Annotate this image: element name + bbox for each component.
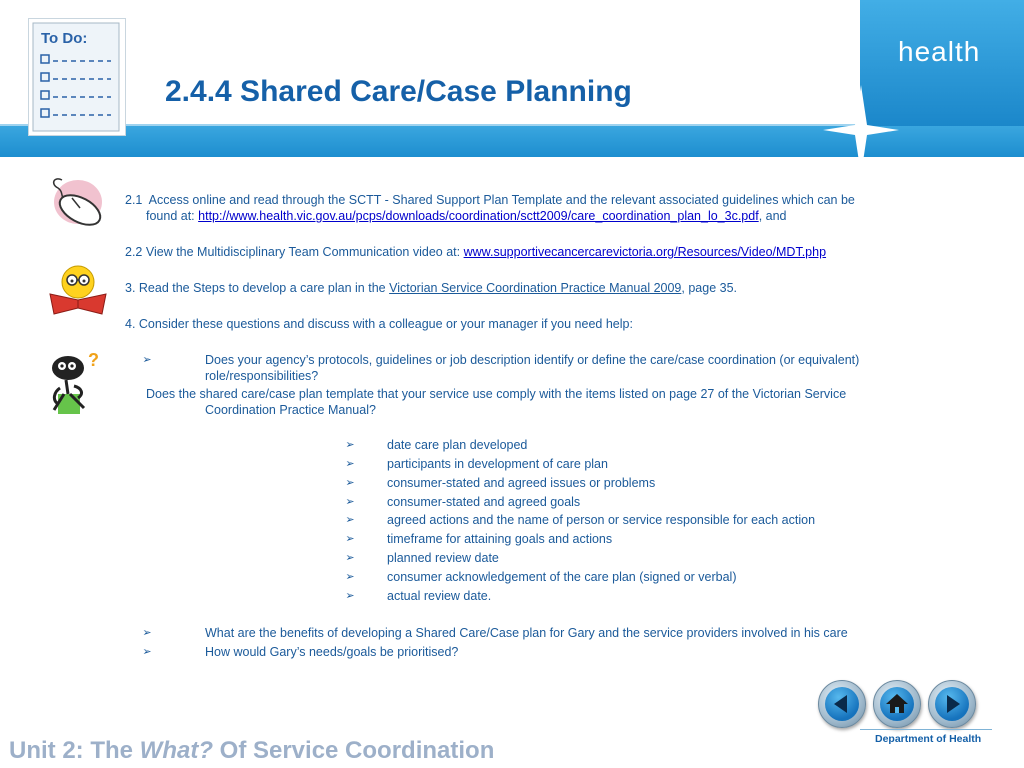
- item-3-after: , page 35.: [681, 281, 737, 295]
- list-item: consumer-stated and agreed issues or problems: [387, 476, 656, 490]
- item-2-2-text: 2.2 View the Multidisciplinary Team Communication video at:: [125, 245, 461, 259]
- footer-suffix: Of Service Coordination: [212, 737, 495, 764]
- bullet-arrow-icon: ➢: [345, 533, 355, 545]
- item-4: 4. Consider these questions and discuss with a colleague or your manager if you need help:: [125, 317, 633, 331]
- bullet-arrow-icon: ➢: [345, 439, 355, 451]
- bullet-arrow-icon: ➢: [345, 552, 355, 564]
- bullet-arrow-icon: ➢: [345, 458, 355, 470]
- back-button[interactable]: [818, 680, 866, 728]
- bullet-arrow-icon: ➢: [142, 646, 152, 658]
- question-2-line-2: Coordination Practice Manual?: [205, 403, 376, 417]
- bullet-arrow-icon: ➢: [142, 627, 152, 639]
- dept-divider: [860, 729, 992, 730]
- item-3-text: 3. Read the Steps to develop a care plan in the: [125, 281, 386, 295]
- forward-arrow-icon: [935, 687, 969, 721]
- list-item: agreed actions and the name of person or service responsible for each action: [387, 513, 816, 527]
- page-title: 2.4.4 Shared Care/Case Planning: [165, 75, 632, 108]
- list-item: actual review date.: [387, 589, 492, 603]
- bullet-arrow-icon: ➢: [345, 477, 355, 489]
- todo-label: To Do:: [41, 30, 88, 47]
- list-item: consumer acknowledgement of the care plan (signed or verbal): [387, 570, 737, 584]
- footer-unit-title: [9, 737, 494, 765]
- item-2-2: [125, 244, 985, 260]
- practice-manual-link[interactable]: Victorian Service Coordination Practice Manual 2009: [389, 281, 682, 295]
- item-2-1-continued: [146, 208, 986, 224]
- list-item: timeframe for attaining goals and actions: [387, 532, 613, 546]
- item-2-1-after: , and: [758, 209, 787, 223]
- question-1-line-1: Does your agency’s protocols, guidelines or job description identify or define the care/case coordination (or equivalent): [205, 353, 860, 367]
- item-2-1-found-label: found at:: [146, 209, 195, 223]
- bullet-arrow-icon: ➢: [345, 590, 355, 602]
- footer-prefix: Unit 2: The: [9, 737, 140, 764]
- item-2-1-text: Access online and read through the SCTT - Shared Support Plan Template and the relevant associated guidelines which can be: [148, 193, 855, 207]
- item-2-1-number: 2.1: [125, 193, 143, 207]
- question-1-line-2: role/responsibilities?: [205, 369, 319, 383]
- question-4: How would Gary’s needs/goals be prioritised?: [205, 645, 459, 659]
- brand-logo: health: [898, 36, 981, 67]
- plan-template-link[interactable]: http://www.health.vic.gov.au/pcps/downloads/coordination/sctt2009/care_coordination_plan_lo_3c.pdf: [198, 209, 759, 223]
- bullet-arrow-icon: ➢: [345, 571, 355, 583]
- bullet-arrow-icon: ➢: [142, 354, 152, 366]
- home-button[interactable]: [873, 680, 921, 728]
- item-3: [125, 280, 985, 296]
- footer-emphasis: What?: [139, 737, 213, 764]
- bullet-arrow-icon: ➢: [345, 514, 355, 526]
- svg-text:?: ?: [88, 350, 99, 370]
- question-2-line-1: Does the shared care/case plan template that your service use comply with the items listed on page 27 of the Victorian Service: [146, 387, 847, 401]
- item-2-1: [125, 192, 985, 208]
- mdt-video-link[interactable]: www.supportivecancercarevictoria.org/Resources/Video/MDT.php: [463, 245, 827, 259]
- question-3: What are the benefits of developing a Shared Care/Case plan for Gary and the service providers involved in his care: [205, 626, 848, 640]
- question-1: [205, 352, 985, 384]
- department-logo: Department of Health: [875, 733, 982, 745]
- list-item: consumer-stated and agreed goals: [387, 495, 581, 509]
- list-item: participants in development of care plan: [387, 457, 608, 471]
- home-icon: [880, 687, 914, 721]
- bullet-arrow-icon: ➢: [345, 496, 355, 508]
- forward-button[interactable]: [928, 680, 976, 728]
- list-item: planned review date: [387, 551, 499, 565]
- back-arrow-icon: [825, 687, 859, 721]
- list-item: date care plan developed: [387, 438, 528, 452]
